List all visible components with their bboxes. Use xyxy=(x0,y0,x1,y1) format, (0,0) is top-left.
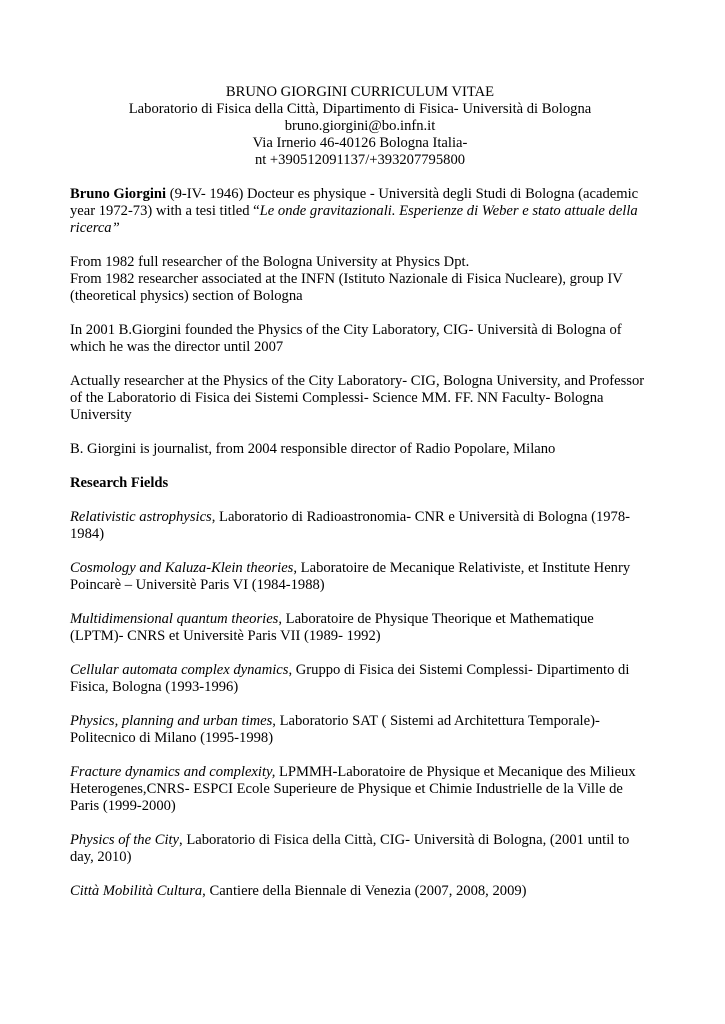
journalist-paragraph: B. Giorgini is journalist, from 2004 responsible director of Radio Popolare, Milano xyxy=(70,441,556,457)
research-field-name: Relativistic astrophysics xyxy=(70,509,212,525)
research-item xyxy=(70,713,650,747)
cv-header xyxy=(70,84,650,169)
research-field-detail: , Laboratorio di Fisica della Città, CIG- Università di Bologna, (2001 until to day, 2010) xyxy=(70,832,630,865)
research-item xyxy=(70,832,650,866)
thesis-title: Le onde gravitazionali. Esperienze di Weber e stato attuale della ricerca” xyxy=(70,203,638,236)
research-field-name: Physics, planning and urban times xyxy=(70,713,273,729)
research-item xyxy=(70,509,650,543)
infn-1982-paragraph: From 1982 researcher associated at the INFN (Istituto Nazionale di Fisica Nucleare), group IV (theoretical physics) section of Bologna xyxy=(70,271,623,304)
research-field-name: Cosmology and Kaluza-Klein theories xyxy=(70,560,294,576)
address-line: Via Irnerio 46-40126 Bologna Italia- xyxy=(252,135,468,151)
bio-intro-text: (9-IV- 1946) Docteur es physique - Università degli Studi di Bologna (academic year 1972-73) with a tesi titled “ xyxy=(70,186,639,219)
email-line: bruno.giorgini@bo.infn.it xyxy=(284,118,436,134)
research-item xyxy=(70,764,650,815)
research-item xyxy=(70,611,650,645)
affiliation-line: Laboratorio di Fisica della Città, Dipartimento di Fisica- Università di Bologna xyxy=(128,101,592,117)
cv-document xyxy=(70,84,650,917)
research-field-name: Fracture dynamics and complexity, xyxy=(70,764,276,780)
bio-intro-paragraph xyxy=(70,186,650,237)
research-item xyxy=(70,662,650,696)
researcher-1982-line: From 1982 full researcher of the Bologna University at Physics Dpt. xyxy=(70,254,470,270)
research-field-detail: , Gruppo di Fisica dei Sistemi Complessi- Dipartimento di Fisica, Bologna (1993-1996) xyxy=(70,662,630,695)
research-field-detail: , Laboratoire de Mecanique Relativiste, et Institute Henry Poincarè – Universitè Paris VI (1984-1988) xyxy=(70,560,631,593)
current-position-paragraph: Actually researcher at the Physics of the City Laboratory- CIG, Bologna University, and Professor of the Laboratorio di Fisica dei Sistemi Complessi- Science MM. FF. NN Faculty- Bologna University xyxy=(70,373,645,423)
research-field-name: Physics of the City xyxy=(70,832,180,848)
research-field-name: Cellular automata complex dynamics xyxy=(70,662,289,678)
research-field-detail: LPMMH-Laboratoire de Physique et Mecanique des Milieux Heterogenes,CNRS- ESPCI Ecole Superieure de Physique et Chimie Industrielle de la Ville de Paris (1999-2000) xyxy=(70,764,636,814)
person-name: Bruno Giorgini xyxy=(70,186,167,202)
cv-title: BRUNO GIORGINI CURRICULUM VITAE xyxy=(225,84,495,100)
research-field-detail: , Cantiere della Biennale di Venezia (2007, 2008, 2009) xyxy=(202,883,527,899)
lab-2001-paragraph: In 2001 B.Giorgini founded the Physics of the City Laboratory, CIG- Università di Bologna of which he was the director until 2007 xyxy=(70,322,622,355)
research-field-detail: , Laboratorio SAT ( Sistemi ad Architettura Temporale)- Politecnico di Milano (1995-1998) xyxy=(70,713,600,746)
research-field-name: Multidimensional quantum theories xyxy=(70,611,279,627)
research-field-detail: , Laboratorio di Radioastronomia- CNR e Università di Bologna (1978-1984) xyxy=(70,509,631,542)
research-item xyxy=(70,560,650,594)
research-field-name: Città Mobilità Cultura xyxy=(70,883,203,899)
research-fields-heading: Research Fields xyxy=(70,475,169,491)
research-item xyxy=(70,883,650,900)
phone-line: nt +390512091137/+393207795800 xyxy=(254,152,466,168)
research-field-detail: , Laboratoire de Physique Theorique et Mathematique (LPTM)- CNRS et Universitè Paris VII (1989- 1992) xyxy=(70,611,594,644)
